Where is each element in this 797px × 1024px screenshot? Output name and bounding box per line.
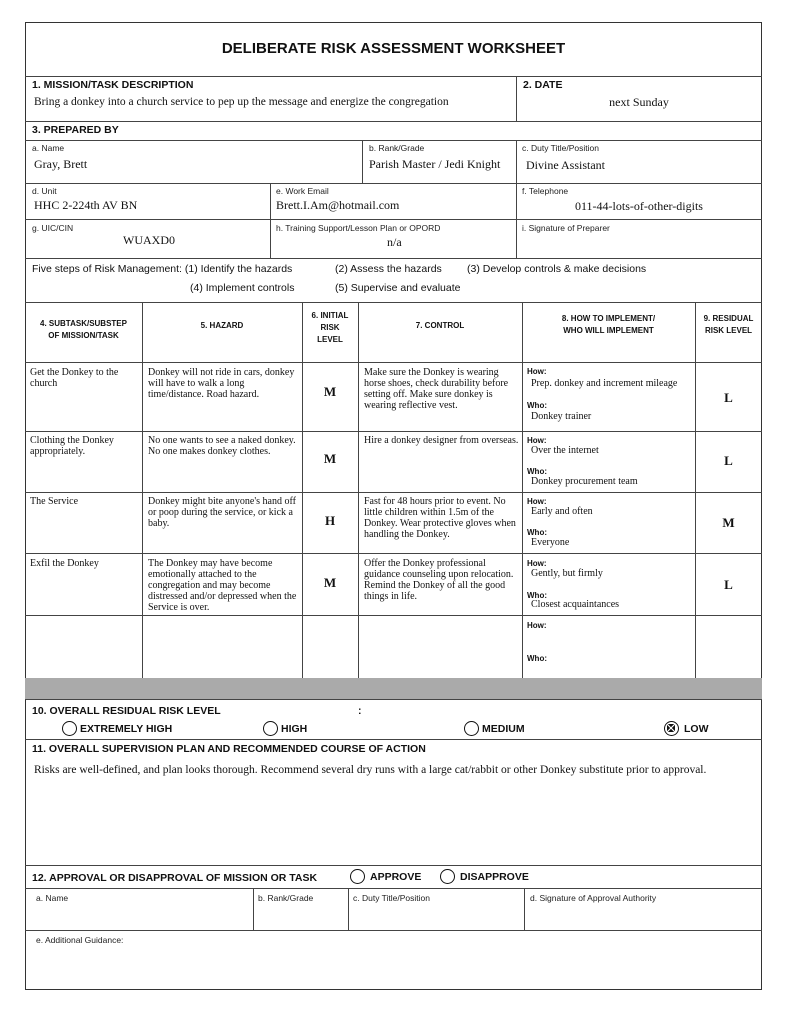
- supervision-label: 11. OVERALL SUPERVISION PLAN AND RECOMMENDED COURSE OF ACTION: [32, 743, 426, 755]
- divider: [142, 302, 143, 678]
- row2-who-value[interactable]: Donkey procurement team: [531, 476, 638, 487]
- row3-how-value[interactable]: Early and often: [531, 506, 593, 517]
- approver-signature-field[interactable]: [525, 904, 761, 929]
- row1-hazard[interactable]: Donkey will not ride in cars, donkey will have to walk a long time/distance. Road hazard.: [148, 367, 295, 400]
- five-steps-5: (5) Supervise and evaluate: [335, 282, 461, 294]
- rank-label: b. Rank/Grade: [369, 143, 425, 153]
- approve-label: APPROVE: [370, 871, 422, 883]
- approver-duty-label: c. Duty Title/Position: [353, 893, 431, 903]
- phone-label: f. Telephone: [522, 186, 569, 196]
- col-initial-risk-header: [302, 310, 358, 346]
- row5-who-label: Who:: [527, 654, 547, 663]
- row4-residual-risk[interactable]: L: [724, 577, 733, 592]
- overall-risk-label: 10. OVERALL RESIDUAL RISK LEVEL: [32, 705, 221, 717]
- row1-initial-risk[interactable]: M: [323, 384, 337, 399]
- divider: [25, 739, 762, 740]
- name-label: a. Name: [32, 143, 65, 153]
- row3-initial-risk[interactable]: H: [324, 513, 336, 528]
- row2-residual-risk[interactable]: L: [724, 453, 733, 468]
- row2-how-value[interactable]: Over the internet: [531, 445, 599, 456]
- col-subtask-header-line2: OF MISSION/TASK: [48, 331, 119, 340]
- row3-who-value[interactable]: Everyone: [531, 537, 570, 548]
- row1-who-label: Who:: [527, 401, 547, 410]
- email-label: e. Work Email: [276, 186, 329, 196]
- row3-how-label: How:: [527, 497, 547, 506]
- mission-label: 1. MISSION/TASK DESCRIPTION: [32, 79, 194, 91]
- col-hazard-header: 5. HAZARD: [200, 321, 244, 330]
- five-steps-2: (2) Assess the hazards: [335, 263, 442, 275]
- disapprove-label: DISAPPROVE: [460, 871, 529, 883]
- approver-rank-label: b. Rank/Grade: [258, 893, 314, 903]
- row4-initial-risk[interactable]: M: [323, 575, 337, 590]
- col-control-header: 7. CONTROL: [415, 321, 465, 330]
- col-implement-header-line1: 8. HOW TO IMPLEMENT/: [561, 314, 656, 323]
- col-subtask-header-line1: 4. SUBTASK/SUBSTEP: [40, 319, 127, 328]
- row1-how-value[interactable]: Prep. donkey and increment mileage: [531, 378, 678, 389]
- supervision-text[interactable]: Risks are well-defined, and plan looks thorough. Recommend several dry runs with a large cat/rabbit or other Donkey substitute prior to approval.: [34, 764, 707, 776]
- row1-who-value[interactable]: Donkey trainer: [531, 411, 592, 422]
- row1-how-label: How:: [527, 367, 547, 376]
- approval-label: 12. APPROVAL OR DISAPPROVAL OF MISSION OR TASK: [32, 872, 318, 884]
- prepared-by-label: 3. PREPARED BY: [32, 124, 119, 136]
- col-initial-header-line2: RISK: [320, 323, 340, 332]
- additional-guidance-field[interactable]: [26, 946, 761, 989]
- additional-guidance-label: e. Additional Guidance:: [36, 935, 124, 945]
- disapprove-radio[interactable]: [440, 869, 455, 884]
- divider: [516, 140, 517, 258]
- divider: [25, 140, 762, 141]
- five-steps-4: (4) Implement controls: [190, 282, 295, 294]
- row1-control[interactable]: Make sure the Donkey is wearing horse shoes, check durability before setting off. Make sure donkey is wearing reflective vest.: [364, 367, 509, 411]
- approve-radio[interactable]: [350, 869, 365, 884]
- divider: [25, 888, 762, 889]
- row1-residual-risk[interactable]: L: [724, 390, 733, 405]
- divider: [362, 140, 363, 183]
- col-implement-header: [522, 313, 695, 337]
- row3-residual-risk[interactable]: M: [722, 515, 735, 530]
- duty-label: c. Duty Title/Position: [522, 143, 600, 153]
- rank-value[interactable]: Parish Master / Jedi Knight: [369, 157, 501, 171]
- name-value[interactable]: Gray, Brett: [34, 157, 88, 171]
- divider: [25, 302, 762, 303]
- divider: [25, 183, 762, 184]
- five-steps-intro: Five steps of Risk Management: (1) Identify the hazards: [32, 263, 293, 275]
- date-value[interactable]: next Sunday: [609, 95, 669, 109]
- divider: [25, 121, 762, 122]
- uic-label: g. UIC/CIN: [32, 223, 74, 233]
- row5-how-label: How:: [527, 621, 547, 630]
- checked-mark-icon: [665, 722, 677, 734]
- row2-subtask[interactable]: Clothing the Donkey appropriately.: [30, 435, 114, 457]
- divider: [695, 302, 696, 678]
- col-residual-header-line2: RISK LEVEL: [704, 326, 753, 335]
- col-subtask-header: [25, 318, 142, 342]
- divider: [25, 615, 762, 616]
- approver-signature-label: d. Signature of Approval Authority: [530, 893, 657, 903]
- row2-initial-risk[interactable]: M: [323, 451, 337, 466]
- divider: [25, 362, 762, 363]
- divider: [358, 302, 359, 678]
- col-initial-header-line1: 6. INITIAL: [311, 311, 349, 320]
- extremely-high-radio[interactable]: [62, 721, 77, 736]
- signature-label: i. Signature of Preparer: [522, 223, 610, 233]
- divider: [522, 302, 523, 678]
- row2-how-label: How:: [527, 436, 547, 445]
- high-radio[interactable]: [263, 721, 278, 736]
- divider: [25, 258, 762, 259]
- approver-duty-field[interactable]: [349, 904, 523, 929]
- row4-who-label: Who:: [527, 591, 547, 600]
- uic-value[interactable]: WUAXD0: [123, 233, 175, 247]
- mission-value[interactable]: Bring a donkey into a church service to pep up the message and energize the congregation: [34, 96, 449, 108]
- row2-who-label: Who:: [527, 467, 547, 476]
- divider: [270, 183, 271, 258]
- phone-value[interactable]: 011-44-lots-of-other-digits: [575, 199, 703, 213]
- row3-subtask[interactable]: The Service: [30, 496, 79, 507]
- row2-hazard[interactable]: No one wants to see a naked donkey. No one makes donkey clothes.: [148, 435, 296, 457]
- unit-value[interactable]: HHC 2-224th AV BN: [34, 198, 138, 212]
- approver-name-label: a. Name: [36, 893, 69, 903]
- training-label: h. Training Support/Lesson Plan or OPORD: [276, 223, 441, 233]
- row4-who-value[interactable]: Closest acquaintances: [531, 599, 620, 610]
- row4-hazard[interactable]: The Donkey may have become emotionally attached to the congregation and may become distressed and/or depressed when the Service is over.: [148, 558, 297, 613]
- date-label: 2. DATE: [523, 79, 563, 91]
- divider: [302, 302, 303, 678]
- divider: [25, 492, 762, 493]
- divider: [25, 76, 762, 77]
- row3-hazard[interactable]: Donkey might bite anyone's hand off or poop during the service, or kick a baby.: [148, 496, 296, 529]
- row3-control[interactable]: Fast for 48 hours prior to event. No little children within 1.5m of the Donkey. Wear protective gloves when handling the Donkey.: [364, 496, 516, 540]
- col-initial-header-line3: LEVEL: [317, 335, 343, 344]
- high-label: HIGH: [281, 723, 308, 735]
- col-implement-header-line2: WHO WILL IMPLEMENT: [563, 326, 654, 335]
- email-value[interactable]: Brett.I.Am@hotmail.com: [276, 198, 400, 212]
- training-value[interactable]: n/a: [387, 235, 402, 249]
- medium-radio[interactable]: [464, 721, 479, 736]
- row2-control[interactable]: Hire a donkey designer from overseas.: [364, 435, 519, 446]
- divider: [25, 865, 762, 866]
- gray-separator-bar: [25, 678, 762, 700]
- row4-how-value[interactable]: Gently, but firmly: [531, 568, 603, 579]
- divider: [25, 553, 762, 554]
- divider: [25, 930, 762, 931]
- divider: [25, 219, 762, 220]
- row4-control[interactable]: Offer the Donkey professional guidance counseling upon relocation. Remind the Donkey of all the good things in life.: [364, 558, 514, 602]
- unit-label: d. Unit: [32, 186, 57, 196]
- divider: [25, 431, 762, 432]
- overall-risk-colon: :: [358, 705, 362, 717]
- extremely-high-label: EXTREMELY HIGH: [80, 723, 173, 735]
- row4-how-label: How:: [527, 559, 547, 568]
- row3-who-label: Who:: [527, 528, 547, 537]
- worksheet-title: DELIBERATE RISK ASSESSMENT WORKSHEET: [221, 40, 566, 57]
- medium-label: MEDIUM: [482, 723, 525, 735]
- col-residual-header-line1: 9. RESIDUAL: [703, 314, 754, 323]
- row4-subtask[interactable]: Exfil the Donkey: [30, 558, 99, 569]
- col-residual-header: [695, 313, 762, 337]
- row1-subtask[interactable]: Get the Donkey to the church: [30, 367, 119, 389]
- low-radio-selected[interactable]: [664, 721, 679, 736]
- approver-rank-field[interactable]: [254, 904, 347, 929]
- duty-value[interactable]: Divine Assistant: [526, 158, 606, 172]
- five-steps-3: (3) Develop controls & make decisions: [467, 263, 647, 275]
- approver-name-field[interactable]: [26, 904, 252, 929]
- low-label: LOW: [684, 723, 709, 735]
